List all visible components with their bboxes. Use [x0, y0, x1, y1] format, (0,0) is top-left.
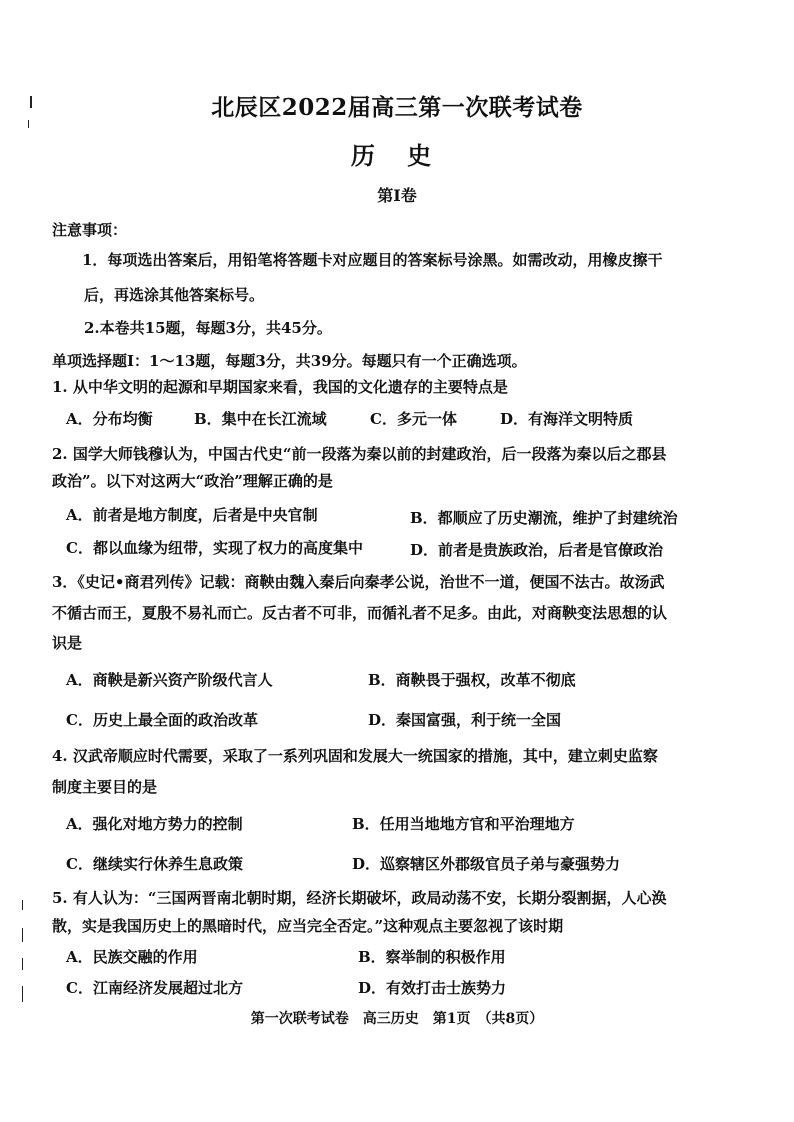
question-1-option-c: C．多元一体 [370, 410, 457, 428]
binding-mark [22, 900, 23, 910]
question-3-stem: 3．《史记•商君列传》记载：商鞅由魏入秦后向秦孝公说，治世不一道，便国不法古。故汤武 [52, 573, 665, 591]
question-1-stem: 1. 从中华文明的起源和早期国家来看，我国的文化遗存的主要特点是 [52, 378, 508, 396]
notice-heading: 注意事项： [52, 221, 128, 239]
question-4-option-a: A．强化对地方势力的控制 [66, 815, 243, 833]
question-5-option-a: A．民族交融的作用 [66, 948, 198, 966]
section-heading: 单项选择题Ⅰ：1～13题，每题3分，共39分。每题只有一个正确选项。 [52, 352, 527, 370]
question-3-option-d: D．秦国富强，利于统一全国 [368, 711, 562, 729]
question-2-stem: 2. 国学大师钱穆认为，中国古代史“前一段落为秦以前的封建政治，后一段落为秦以后之郡县 [52, 445, 667, 463]
question-3-option-c: C．历史上最全面的政治改革 [66, 711, 258, 729]
binding-mark [22, 928, 23, 942]
page-footer: 第一次联考试卷 高三历史 第1页 （共8页） [250, 1011, 544, 1027]
question-4-option-c: C．继续实行休养生息政策 [66, 855, 243, 873]
question-5-option-b: B．察举制的积极作用 [358, 948, 506, 966]
binding-mark [22, 986, 23, 1002]
question-4-option-d: D．巡察辖区外郡级官员子弟与豪强势力 [352, 855, 621, 873]
question-2-option-d: D．前者是贵族政治，后者是官僚政治 [410, 541, 664, 559]
notice-item-2: 2.本卷共15题，每题3分，共45分。 [84, 319, 332, 337]
question-2-option-a: A．前者是地方制度，后者是中央官制 [66, 506, 318, 524]
question-3-option-b: B．商鞅畏于强权，改革不彻底 [368, 671, 576, 689]
question-4-stem: 4. 汉武帝顺应时代需要，采取了一系列巩固和发展大一统国家的措施，其中，建立刺史监察 [52, 747, 658, 765]
question-5-option-c: C．江南经济发展超过北方 [66, 979, 243, 997]
question-3-option-a: A．商鞅是新兴资产阶级代言人 [66, 671, 273, 689]
question-5-stem: 5. 有人认为：“三国两晋南北朝时期，经济长期破坏，政局动荡不安，长期分裂割据，人心涣 [52, 889, 667, 907]
question-2-option-b: B．都顺应了历史潮流，维护了封建统治 [410, 509, 678, 527]
subject-title: 历 史 [350, 141, 444, 170]
notice-item-1: 1．每项选出答案后，用铅笔将答题卡对应题目的答案标号涂黑。如需改动，用橡皮擦干 [82, 251, 663, 269]
question-1-option-b: B．集中在长江流域 [194, 410, 327, 428]
question-1-option-d: D．有海洋文明特质 [500, 410, 634, 428]
question-2-option-c: C．都以血缘为纽带，实现了权力的高度集中 [66, 539, 363, 557]
volume-title: 第Ⅰ卷 [377, 186, 417, 205]
binding-mark [22, 958, 23, 970]
question-4-stem-cont: 制度主要目的是 [52, 778, 158, 796]
question-5-option-d: D．有效打击士族势力 [358, 979, 507, 997]
notice-item-1-cont: 后，再选涂其他答案标号。 [84, 286, 265, 304]
question-1-option-a: A．分布均衡 [66, 410, 153, 428]
exam-title: 北辰区2022届高三第一次联考试卷 [211, 94, 583, 121]
question-2-stem-cont: 政治”。以下对这两大“政治”理解正确的是 [52, 472, 333, 490]
question-3-stem-cont-2: 识是 [52, 634, 83, 652]
question-4-option-b: B．任用当地地方官和平治理地方 [352, 815, 575, 833]
question-5-stem-cont: 散，实是我国历史上的黑暗时代，应当完全否定。”这种观点主要忽视了该时期 [52, 917, 564, 935]
question-3-stem-cont-1: 不循古而王，夏殷不易礼而亡。反古者不可非，而循礼者不足多。由此，对商鞅变法思想的认 [52, 604, 668, 622]
